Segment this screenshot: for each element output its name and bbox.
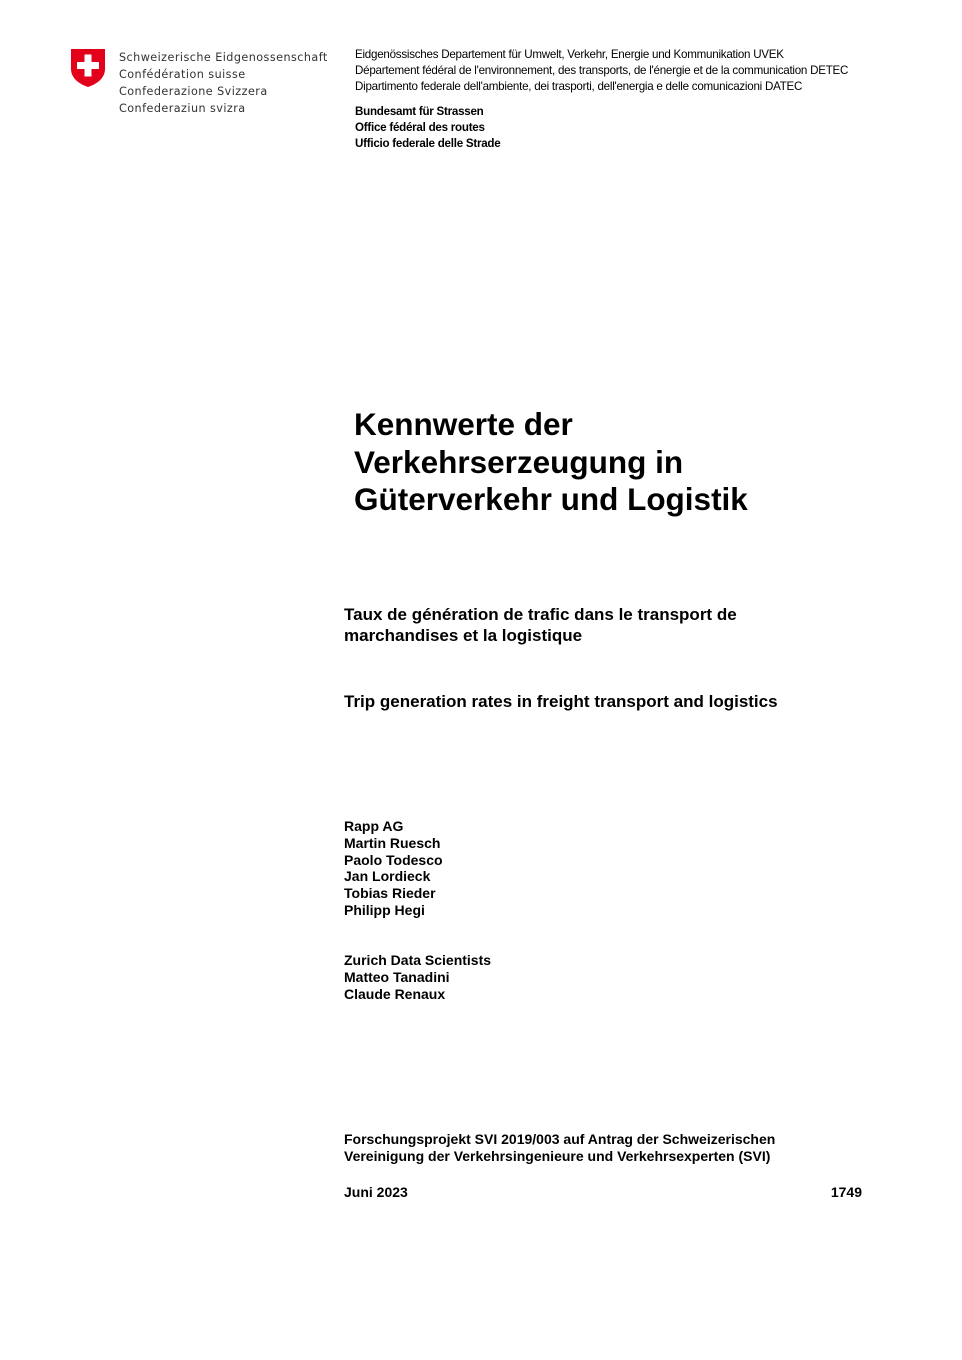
- author-group: [344, 818, 443, 919]
- confederation-name-it: Confederazione Svizzera: [119, 85, 268, 98]
- research-project-note: [344, 1131, 775, 1165]
- project-line: Forschungsprojekt SVI 2019/003 auf Antrag der Schweizerischen: [344, 1131, 776, 1147]
- title-line: Kennwerte der: [354, 406, 573, 442]
- office-header: [355, 104, 500, 153]
- author-name: Paolo Todesco: [344, 851, 443, 868]
- office-line-fr: Office fédéral des routes: [355, 121, 485, 135]
- document-title: [354, 406, 748, 519]
- subtitle-english: Trip generation rates in freight transport and logistics: [344, 692, 778, 711]
- author-name: Matteo Tanadini: [344, 968, 450, 985]
- confederation-name-fr: Confédération suisse: [119, 68, 246, 81]
- subtitle-french-line: marchandises et la logistique: [344, 626, 583, 645]
- cross-horizontal: [77, 62, 99, 69]
- office-line-de: Bundesamt für Strassen: [355, 105, 484, 118]
- author-name: Philipp Hegi: [344, 901, 425, 918]
- author-name: Tobias Rieder: [344, 885, 436, 902]
- author-name: Claude Renaux: [344, 985, 446, 1002]
- subtitle-french: [344, 604, 737, 646]
- department-line-de: Eidgenössisches Departement für Umwelt, Verkehr, Energie und Kommunikation UVEK: [355, 48, 784, 61]
- department-line-fr: Département fédéral de l'environnement, des transports, de l'énergie et de la communication DETEC: [355, 64, 849, 78]
- department-line-it: Dipartimento federale dell'ambiente, dei trasporti, dell'energia e delle comunicazioni DATEC: [355, 80, 803, 94]
- confederation-name-rm: Confederaziun svizra: [119, 102, 246, 115]
- swiss-shield-icon: [70, 48, 106, 88]
- title-line: Verkehrserzeugung in: [354, 443, 684, 480]
- author-group: [344, 952, 491, 1002]
- project-line: Vereinigung der Verkehrsingenieure und Verkehrsexperten (SVI): [344, 1147, 771, 1164]
- confederation-names: [119, 49, 328, 117]
- publication-date: Juni 2023: [344, 1184, 408, 1200]
- confederation-name-de: Schweizerische Eidgenossenschaft: [119, 51, 328, 64]
- subtitle-french-line: Taux de génération de trafic dans le transport de: [344, 605, 737, 624]
- report-number: 1749: [830, 1184, 862, 1200]
- department-header: [355, 47, 848, 96]
- title-line: Güterverkehr und Logistik: [354, 481, 748, 517]
- author-organization: Rapp AG: [344, 818, 404, 834]
- author-organization: Zurich Data Scientists: [344, 952, 492, 968]
- author-name: Jan Lordieck: [344, 868, 431, 885]
- office-line-it: Ufficio federale delle Strade: [355, 137, 501, 151]
- author-name: Martin Ruesch: [344, 834, 441, 851]
